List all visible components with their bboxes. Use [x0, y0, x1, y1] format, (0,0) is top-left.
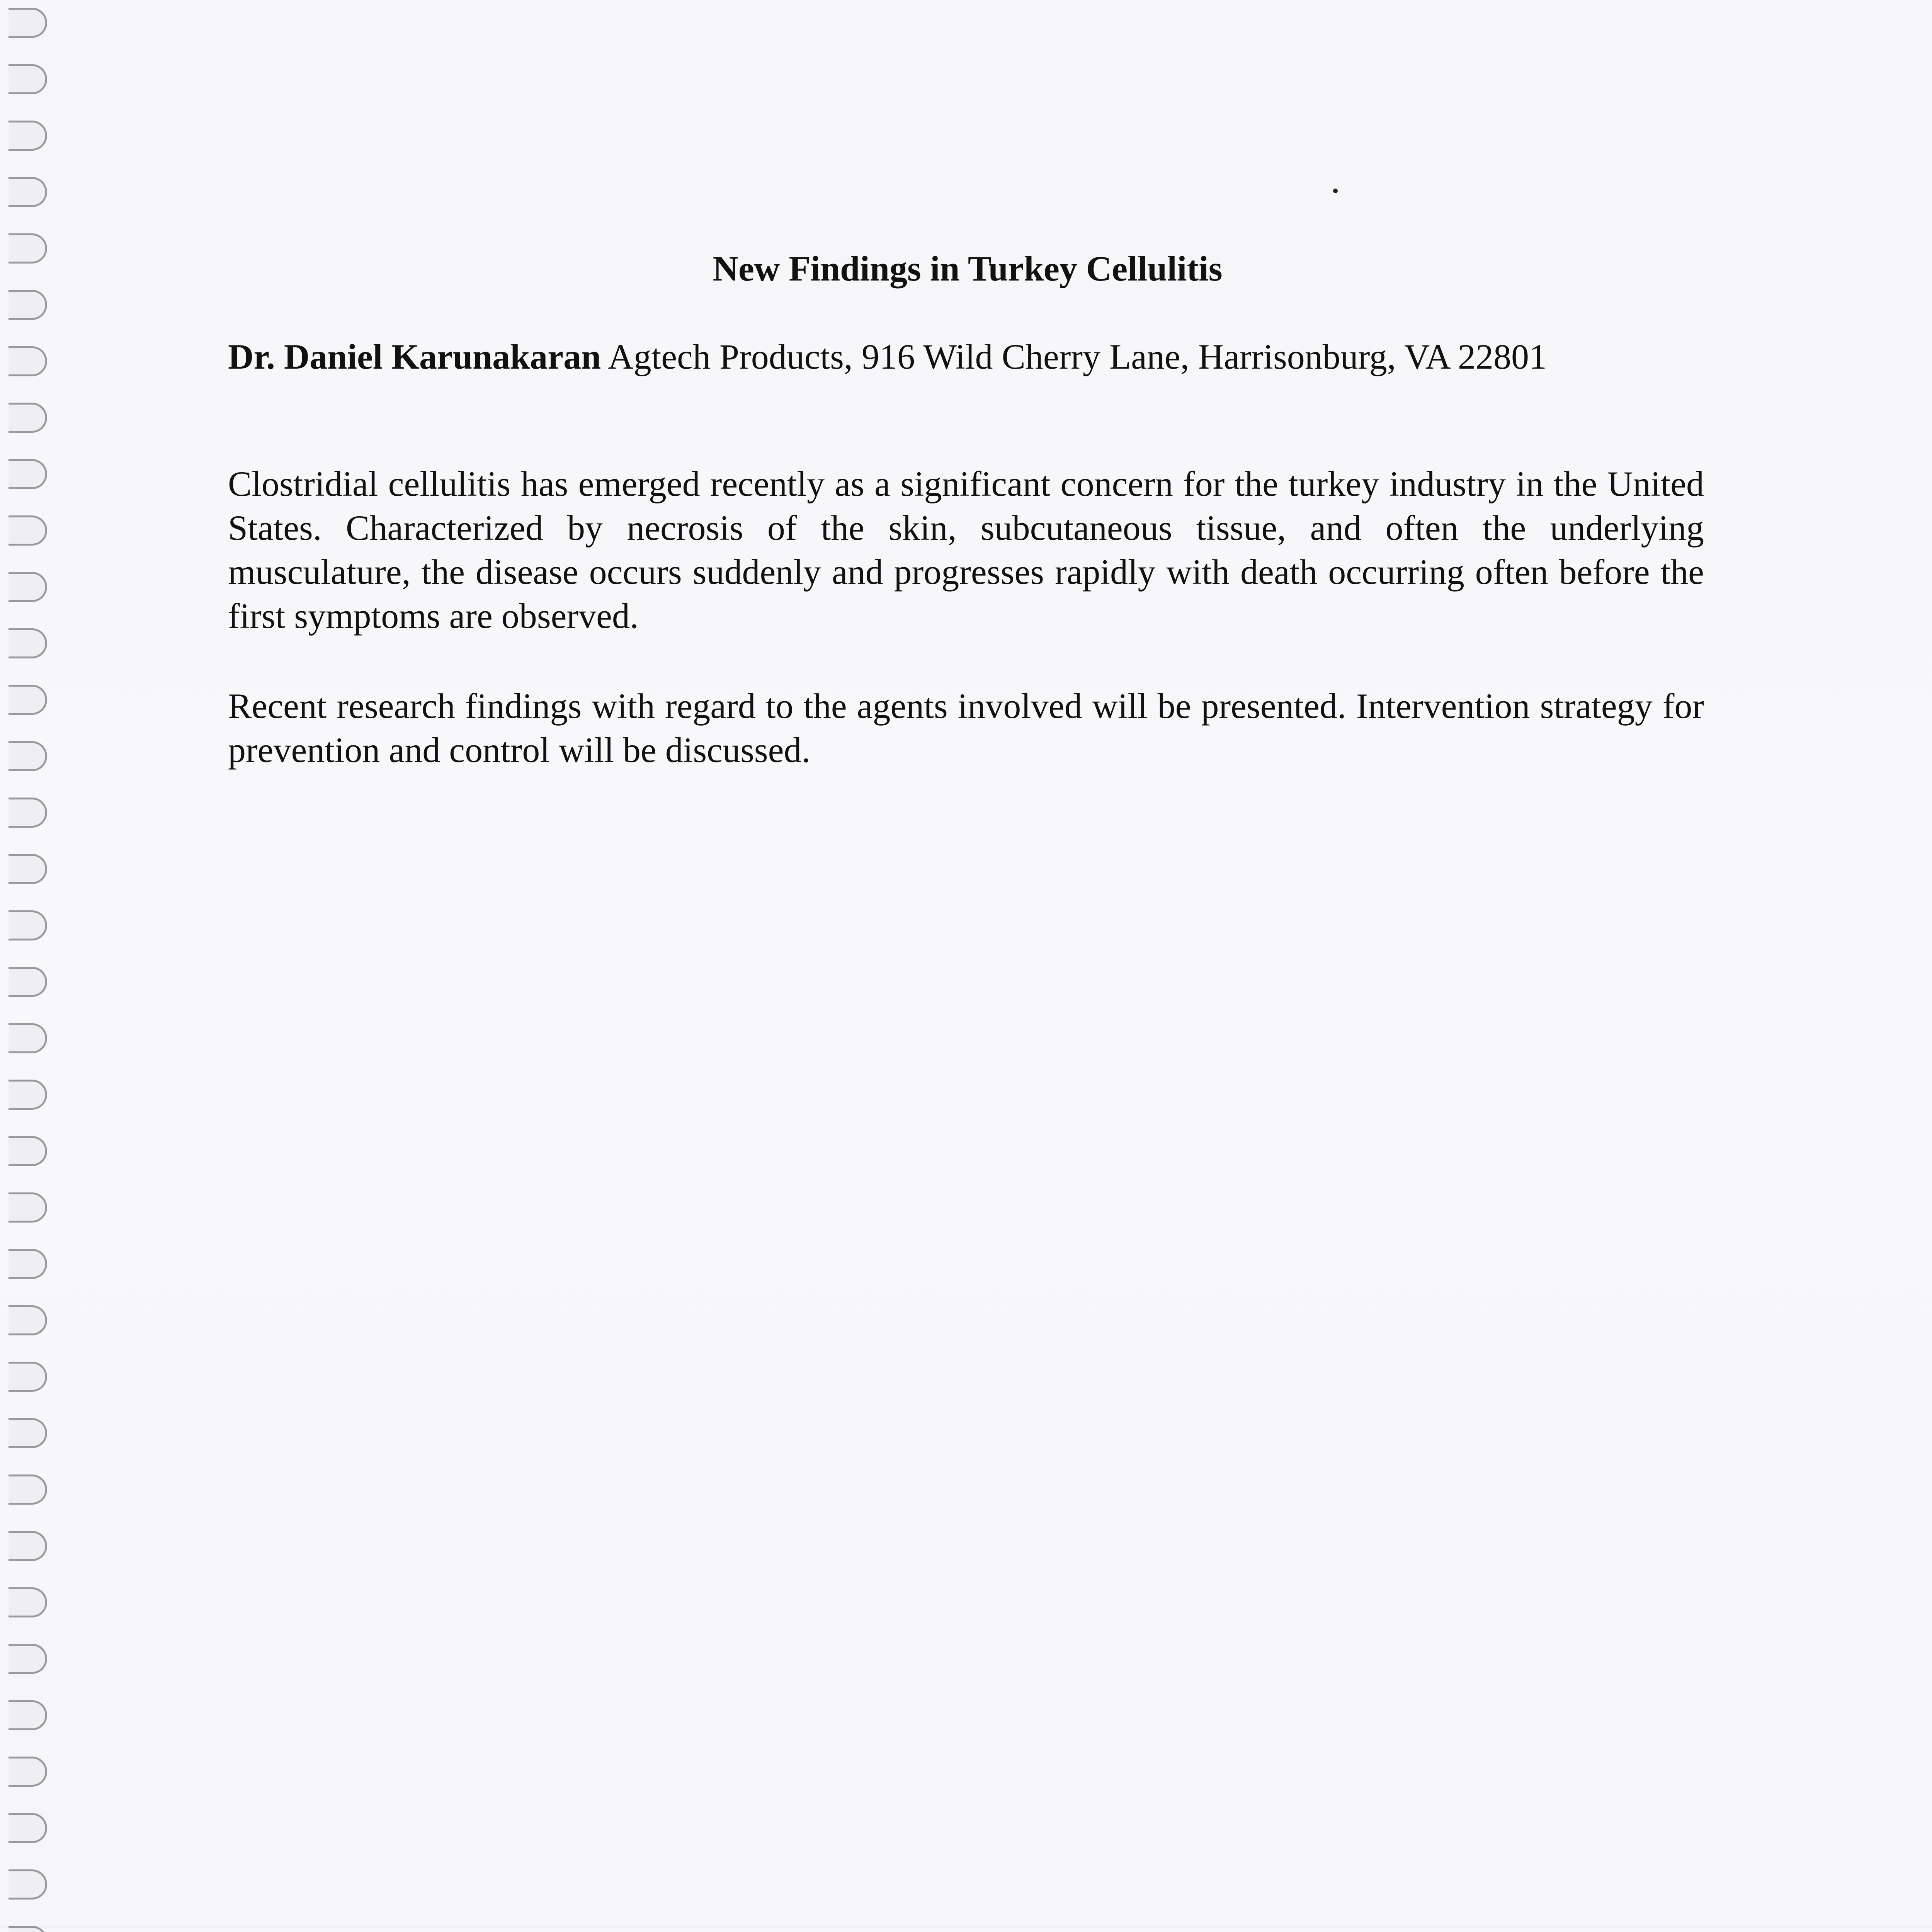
binding-hole [9, 1644, 47, 1674]
binding-hole [9, 177, 47, 207]
binding-hole [9, 798, 47, 828]
binding-hole [9, 403, 47, 433]
binding-hole [9, 1813, 47, 1843]
body-paragraph-1: Clostridial cellulitis has emerged recently as a significant concern for the turkey industry in the United States. Characterized by necrosis of the skin, subcutaneous tissue, and often the underlying musculature, the disease occurs suddenly and progresses rapidly with death occurring often before the first symptoms are observed. [228, 464, 1704, 636]
binding-hole [9, 1305, 47, 1335]
binding-hole [9, 290, 47, 320]
author-affiliation: Agtech Products, 916 Wild Cherry Lane, Harrisonburg, VA 22801 [608, 337, 1547, 376]
author-line [228, 335, 1547, 378]
binding-hole [9, 1700, 47, 1730]
binding-hole [9, 346, 47, 376]
binding-hole [9, 1136, 47, 1166]
binding-hole [9, 459, 47, 489]
binding-hole [9, 515, 47, 546]
binding-hole [9, 910, 47, 940]
author-name: Dr. Daniel Karunakaran [228, 337, 601, 376]
binding-hole [9, 628, 47, 658]
binding-hole [9, 1080, 47, 1110]
binding-hole [9, 1418, 47, 1448]
binding-hole [9, 685, 47, 715]
binding-hole [9, 1362, 47, 1392]
binding-hole [9, 572, 47, 602]
body-paragraph-2: Recent research findings with regard to the agents involved will be presented. Intervention strategy for prevention and control will be discussed. [228, 686, 1704, 770]
binding-hole [9, 1192, 47, 1223]
binding-hole [9, 854, 47, 884]
binding-hole [9, 1587, 47, 1617]
binding-hole [9, 121, 47, 151]
scan-speck [1333, 189, 1338, 193]
binding-hole [9, 1531, 47, 1561]
binding-hole [9, 1475, 47, 1505]
paper-fold [0, 1926, 1932, 1929]
binding-hole [9, 1869, 47, 1900]
binding-hole [9, 64, 47, 94]
binding-hole [9, 1023, 47, 1053]
binding-hole [9, 967, 47, 997]
binding-hole [9, 1757, 47, 1787]
binding-hole [9, 8, 47, 38]
binding-holes [0, 0, 62, 1932]
binding-hole [9, 741, 47, 771]
document-title: New Findings in Turkey Cellulitis [713, 249, 1223, 288]
binding-hole [9, 1249, 47, 1279]
